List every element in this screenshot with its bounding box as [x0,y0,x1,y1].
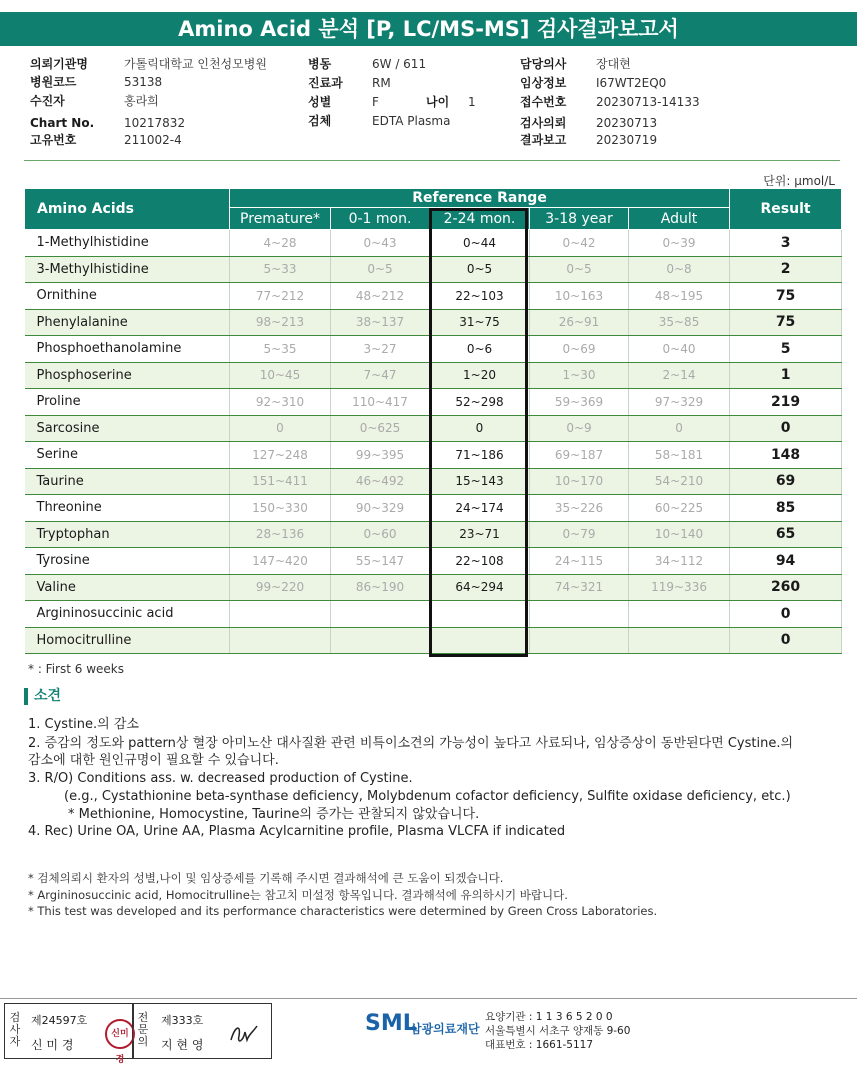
reference-range-cell: 10~163 [530,283,629,310]
signature-icon [227,1018,261,1048]
reference-range-cell: 3~27 [331,336,430,363]
table-row [25,495,842,522]
doctor-box [132,1003,272,1059]
reference-range-cell: 22~108 [430,548,530,575]
contact-line: 서울특별시 서초구 양재동 9-60 [485,1025,631,1037]
amino-acid-name: 3-Methylhistidine [25,256,230,283]
amino-acid-name: Ornithine [25,283,230,310]
reference-range-cell: 99~395 [331,442,430,469]
info-value: 20230719 [596,133,658,147]
reference-range-cell: 1~30 [530,362,629,389]
doctor-name: 지 현 영 [161,1038,204,1052]
reference-range-cell [530,627,629,654]
reference-range-cell: 60~225 [629,495,730,522]
sub-header: 2-24 mon. [430,208,530,230]
info-value: 20230713-14133 [596,95,700,109]
reference-range-cell: 0~625 [331,415,430,442]
reference-range-cell: 0~43 [331,230,430,257]
reference-range-cell: 55~147 [331,548,430,575]
reference-range-cell: 22~103 [430,283,530,310]
org-name: 삼광의료재단 [410,1022,480,1036]
table-row [25,309,842,336]
info-value: 가톨릭대학교 인천성모병원 [124,57,267,71]
reference-range-cell: 0 [629,415,730,442]
opinion-line: (e.g., Cystathionine beta-synthase deficiency, Molybdenum cofactor deficiency, Sulfite oxidase deficiency, etc.) [64,789,791,804]
amino-acid-name: Phenylalanine [25,309,230,336]
result-cell: 219 [730,389,842,416]
reference-range-cell: 151~411 [230,468,331,495]
examiner-no: 제24597호 [31,1014,88,1027]
reference-range-cell [331,601,430,628]
reference-range-cell: 0 [230,415,331,442]
result-cell: 1 [730,362,842,389]
reference-range-cell [430,601,530,628]
reference-range-cell: 26~91 [530,309,629,336]
reference-range-cell: 86~190 [331,574,430,601]
reference-range-cell: 31~75 [430,309,530,336]
header-result: Result [730,189,842,230]
reference-range-cell: 98~213 [230,309,331,336]
reference-range-cell: 10~140 [629,521,730,548]
patient-info [0,0,857,160]
reference-range-cell: 0~6 [430,336,530,363]
reference-range-cell: 0~79 [530,521,629,548]
reference-range-cell: 127~248 [230,442,331,469]
info-value: 장대현 [596,57,631,71]
sub-header: Adult [629,208,730,230]
reference-range-cell: 0~5 [430,256,530,283]
info-value: F [372,95,379,109]
reference-range-cell: 64~294 [430,574,530,601]
amino-acid-name: Tryptophan [25,521,230,548]
age-label: 나이 [426,95,450,109]
opinion-line: 1. Cystine.의 감소 [28,717,139,732]
amino-acid-name: Tyrosine [25,548,230,575]
reference-range-cell: 52~298 [430,389,530,416]
opinion-line: 감소에 대한 원인규명이 필요할 수 있습니다. [28,753,279,768]
reference-range-cell: 2~14 [629,362,730,389]
reference-range-cell: 0~5 [331,256,430,283]
reference-range-cell: 0~69 [530,336,629,363]
opinion-line: 4. Rec) Urine OA, Urine AA, Plasma Acylcarnitine profile, Plasma VLCFA if indicated [28,824,566,839]
reference-range-cell: 147~420 [230,548,331,575]
reference-range-cell [530,601,629,628]
reference-range-cell: 71~186 [430,442,530,469]
result-cell: 0 [730,627,842,654]
result-cell: 0 [730,415,842,442]
reference-range-cell: 35~226 [530,495,629,522]
reference-range-cell: 0~40 [629,336,730,363]
result-cell: 3 [730,230,842,257]
reference-range-cell: 1~20 [430,362,530,389]
reference-range-cell: 5~35 [230,336,331,363]
reference-range-cell [230,627,331,654]
reference-range-cell: 74~321 [530,574,629,601]
note-line: * Argininosuccinic acid, Homocitrulline는 참고치 미설정 항목입니다. 결과해석에 유의하시기 바랍니다. [28,888,568,902]
amino-acid-name: 1-Methylhistidine [25,230,230,257]
contact-line: 요양기관 : 1 1 3 6 5 2 0 0 [485,1011,613,1023]
table-row [25,548,842,575]
info-label: Chart No. [30,116,95,130]
header-reference-range: Reference Range [230,189,730,208]
amino-acid-name: Valine [25,574,230,601]
info-label: 성별 [308,95,332,109]
info-value: 20230713 [596,116,658,130]
amino-acid-name: Proline [25,389,230,416]
amino-acid-name: Phosphoethanolamine [25,336,230,363]
reference-range-cell: 0~9 [530,415,629,442]
reference-range-cell: 5~33 [230,256,331,283]
reference-range-cell: 69~187 [530,442,629,469]
reference-range-cell [629,627,730,654]
table-row [25,230,842,257]
reference-range-cell: 24~115 [530,548,629,575]
reference-range-cell: 48~212 [331,283,430,310]
reference-range-cell: 97~329 [629,389,730,416]
reference-range-cell: 23~71 [430,521,530,548]
reference-range-cell: 28~136 [230,521,331,548]
amino-acid-name: Sarcosine [25,415,230,442]
amino-acid-table [24,188,842,654]
reference-range-cell: 46~492 [331,468,430,495]
examiner-name: 신 미 경 [31,1038,74,1052]
reference-range-cell: 0~60 [331,521,430,548]
table-row [25,362,842,389]
info-label: 고유번호 [30,133,77,147]
sub-header: Premature* [230,208,331,230]
reference-range-cell: 35~85 [629,309,730,336]
info-label: 수진자 [30,94,65,108]
info-value: 6W / 611 [372,57,427,71]
info-label: 임상정보 [520,76,567,90]
reference-range-cell: 48~195 [629,283,730,310]
result-cell: 148 [730,442,842,469]
reference-range-cell: 0~42 [530,230,629,257]
header-amino-acids: Amino Acids [25,189,230,230]
result-cell: 65 [730,521,842,548]
info-label: 병동 [308,57,332,71]
result-cell: 85 [730,495,842,522]
reference-range-cell: 38~137 [331,309,430,336]
table-row [25,468,842,495]
amino-acid-name: Homocitrulline [25,627,230,654]
info-label: 병원코드 [30,75,77,89]
examiner-box [4,1003,134,1065]
info-value: 10217832 [124,116,186,130]
table-row [25,574,842,601]
opinion-line: 3. R/O) Conditions ass. w. decreased production of Cystine. [28,771,413,786]
info-value: 53138 [124,75,163,89]
sub-header: 0-1 mon. [331,208,430,230]
reference-range-cell: 7~47 [331,362,430,389]
note-line: * 검체의뢰시 환자의 성별,나이 및 임상증세를 기록해 주시면 결과해석에 큰 도움이 되겠습니다. [28,871,504,885]
table-row [25,601,842,628]
reference-range-cell: 10~45 [230,362,331,389]
info-value: I67WT2EQ0 [596,76,667,90]
reference-range-cell: 0~8 [629,256,730,283]
reference-range-cell: 58~181 [629,442,730,469]
reference-range-cell [629,601,730,628]
report-title: Amino Acid 분석 [P, LC/MS-MS] 검사결과보고서 [0,12,857,46]
age-value: 1 [468,95,476,109]
info-label: 진료과 [308,76,343,90]
footnote: * : First 6 weeks [28,662,124,676]
table-row [25,415,842,442]
table-row [25,336,842,363]
seal-stamp: 신미경 [105,1019,135,1049]
result-cell: 260 [730,574,842,601]
result-cell: 2 [730,256,842,283]
reference-range-cell: 0~5 [530,256,629,283]
info-label: 담당의사 [520,57,567,71]
info-label: 의뢰기관명 [30,57,88,71]
result-cell: 94 [730,548,842,575]
table-row [25,256,842,283]
result-cell: 5 [730,336,842,363]
opinion-line: 2. 증감의 정도와 pattern상 혈장 아미노산 대사질환 관련 비특이소견의 가능성이 높다고 사료되나, 임상증상이 동반된다면 Cystine.의 [28,736,794,751]
doctor-no: 제333호 [161,1014,204,1027]
info-value: 211002-4 [124,133,182,147]
result-cell: 75 [730,309,842,336]
amino-acid-name: Serine [25,442,230,469]
info-value: EDTA Plasma [372,114,451,128]
divider [24,160,840,161]
result-cell: 75 [730,283,842,310]
reference-range-cell: 4~28 [230,230,331,257]
reference-range-cell: 92~310 [230,389,331,416]
info-value: 홍라희 [124,94,159,108]
table-row [25,283,842,310]
amino-acid-name: Taurine [25,468,230,495]
info-label: 결과보고 [520,133,567,147]
doctor-label: 전문의 [137,1011,149,1048]
table-row [25,389,842,416]
reference-range-cell: 10~170 [530,468,629,495]
opinion-line: * Methionine, Homocystine, Taurine의 증가는 관찰되지 않았습니다. [68,807,480,822]
reference-range-cell: 77~212 [230,283,331,310]
amino-acid-name: Threonine [25,495,230,522]
reference-range-cell: 0~39 [629,230,730,257]
opinion-title: 소견 [24,688,61,705]
signoff-area [0,998,857,1065]
reference-range-cell: 34~112 [629,548,730,575]
reference-range-cell: 0 [430,415,530,442]
amino-acid-name: Argininosuccinic acid [25,601,230,628]
unit-label: 단위: μmol/L [763,174,835,188]
sub-header: 3-18 year [530,208,629,230]
result-cell: 0 [730,601,842,628]
note-line: * This test was developed and its performance characteristics were determined by Green Cross Laboratories. [28,904,658,918]
reference-range-cell: 150~330 [230,495,331,522]
contact-line: 대표번호 : 1661-5117 [485,1039,594,1051]
reference-range-cell [230,601,331,628]
info-label: 검체 [308,114,332,128]
reference-range-cell [430,627,530,654]
reference-range-cell [331,627,430,654]
reference-range-cell: 0~44 [430,230,530,257]
reference-range-cell: 59~369 [530,389,629,416]
amino-acid-name: Phosphoserine [25,362,230,389]
table-row [25,521,842,548]
reference-range-cell: 24~174 [430,495,530,522]
examiner-label: 검사자 [9,1011,21,1048]
reference-range-cell: 15~143 [430,468,530,495]
reference-range-cell: 90~329 [331,495,430,522]
reference-range-cell: 99~220 [230,574,331,601]
table-row [25,627,842,654]
info-label: 검사의뢰 [520,116,567,130]
sml-logo: SML [365,1011,417,1036]
info-label: 접수번호 [520,95,567,109]
table-row [25,442,842,469]
reference-range-cell: 119~336 [629,574,730,601]
info-value: RM [372,76,391,90]
reference-range-cell: 110~417 [331,389,430,416]
reference-range-cell: 54~210 [629,468,730,495]
result-cell: 69 [730,468,842,495]
